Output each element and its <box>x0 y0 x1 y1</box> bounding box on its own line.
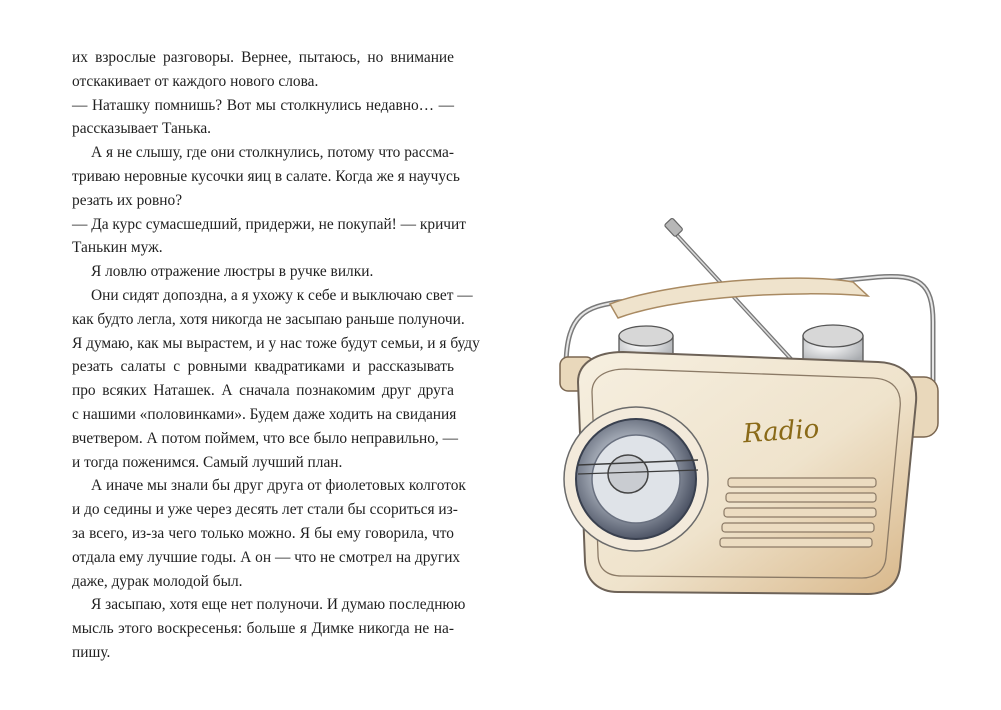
radio-logo: Radio <box>742 414 821 450</box>
text-line: Я засыпаю, хотя еще нет полуночи. И думаю последнюю <box>91 596 466 614</box>
text-line: про всяких Наташек. А сначала познакомим друг друга <box>72 382 454 400</box>
text-line: и тогда поженимся. Самый лучший план. <box>72 453 343 471</box>
text-line: рассказывает Танька. <box>72 120 212 138</box>
text-line: Танькин муж. <box>72 239 163 257</box>
tuning-dial-icon <box>564 407 708 551</box>
text-line: с нашими «половинками». Будем даже ходить на свидания <box>72 405 457 423</box>
text-line: резать салаты с ровными квадратиками и рассказывать <box>72 358 454 376</box>
text-line: пишу. <box>72 643 111 661</box>
story-text <box>72 46 480 665</box>
text-line: за всего, из-за чего только можно. Я бы ему говорила, что <box>72 524 454 542</box>
text-line: — Наташку помнишь? Вот мы столкнулись недавно… — <box>72 96 454 114</box>
text-line: А я не слышу, где они столкнулись, потому что рассма- <box>91 144 454 162</box>
text-line: вчетвером. А потом поймем, что все было неправильно, — <box>72 429 459 447</box>
text-line: отдала ему лучшие годы. А он — что не смотрел на других <box>72 548 461 566</box>
text-line: даже, дурак молодой был. <box>72 572 243 590</box>
text-line: А иначе мы знали бы друг друга от фиолетовых колготок <box>91 477 466 495</box>
text-line: и до седины и уже через десять лет стали бы ссориться из- <box>72 501 458 519</box>
text-line: мысль этого воскресенья: больше я Димке никогда не на- <box>72 620 454 638</box>
text-line: — Да курс сумасшедший, придержи, не покупай! — кричит <box>72 215 467 233</box>
text-line: триваю неровные кусочки яиц в салате. Когда же я научусь <box>72 167 460 185</box>
text-line: отскакивает от каждого нового слова. <box>72 72 319 90</box>
radio-illustration <box>548 212 948 612</box>
text-line: их взрослые разговоры. Вернее, пытаюсь, но внимание <box>72 49 454 66</box>
text-line: как будто легла, хотя никогда не засыпаю раньше полуночи. <box>72 310 465 328</box>
text-line: Я ловлю отражение люстры в ручке вилки. <box>91 263 374 281</box>
text-line: Они сидят допоздна, а я ухожу к себе и выключаю свет — <box>91 286 473 304</box>
text-line: резать их ровно? <box>72 191 183 209</box>
text-line: Я думаю, как мы вырастем, и у нас тоже будут семьи, и я буду <box>72 334 480 352</box>
